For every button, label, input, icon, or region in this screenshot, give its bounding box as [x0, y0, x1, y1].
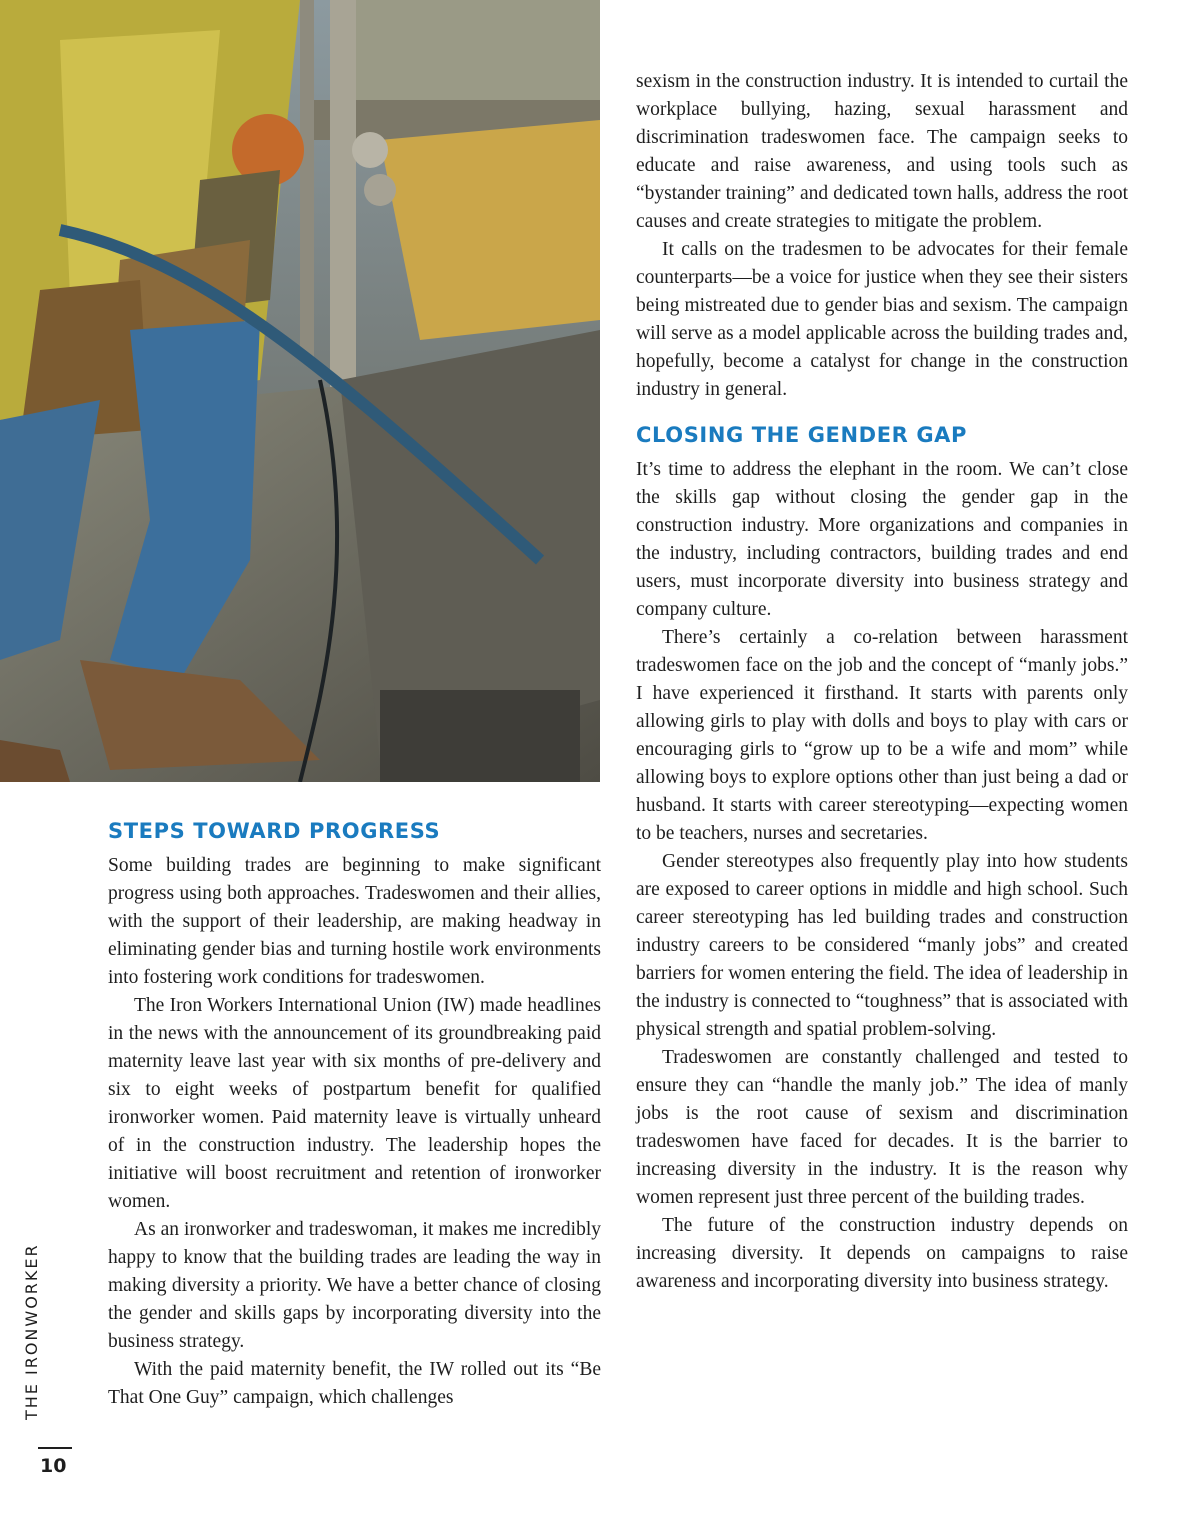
- page-number: 10: [40, 1455, 67, 1477]
- paragraph: With the paid maternity benefit, the IW rolled out its “Be That One Guy” campaign, which challenges: [108, 1359, 601, 1408]
- closing-gender-gap-section: [636, 420, 1128, 1296]
- magazine-title: THE IRONWORKER: [22, 1243, 41, 1420]
- section-heading: CLOSING THE GENDER GAP: [636, 423, 968, 447]
- paragraph: Tradeswomen are constantly challenged and tested to ensure they can “handle the manly job.” The idea of manly jobs is the root cause of sexism and discrimination tradeswomen have faced for decades. It is the barrier to increasing diversity in the industry. It is the reason why women represent just three percent of the building trades.: [636, 1047, 1128, 1208]
- ironworker-photo: [0, 0, 600, 782]
- right-column: [636, 68, 1128, 1296]
- paragraph: Gender stereotypes also frequently play into how students are exposed to career options in middle and high school. Such career stereotyping has led building trades and construction industry careers to be considered “manly jobs” and created barriers for women entering the field. The idea of leadership in the industry is connected to “toughness” that is associated with physical strength and spatial problem-solving.: [636, 851, 1128, 1040]
- paragraph: sexism in the construction industry. It is intended to curtail the workplace bullying, hazing, sexual harassment and discrimination tradeswomen face. The campaign seeks to educate and raise awareness, and using tools such as “bystander training” and dedicated town halls, address the root causes and create strategies to mitigate the problem.: [636, 71, 1128, 232]
- paragraph: Some building trades are beginning to make significant progress using both approaches. Tradeswomen and their allies, with the support of their leadership, are making headway in eliminating gender bias and turning hostile work environments into fostering work conditions for tradeswomen.: [108, 855, 601, 988]
- steps-toward-progress-section: [108, 816, 601, 1412]
- folio-divider: [38, 1447, 72, 1449]
- photo-illustration: [0, 0, 600, 782]
- paragraph: The Iron Workers International Union (IW) made headlines in the news with the announcement of its groundbreaking paid maternity leave last year with six months of pre-delivery and six to eight weeks of postpartum benefit for qualified ironworker women. Paid maternity leave is virtually unheard of in the construction industry. The leadership hopes the initiative will boost recruitment and retention of ironworker women.: [108, 995, 601, 1212]
- paragraph: It’s time to address the elephant in the room. We can’t close the skills gap without closing the gender gap in the construction industry. More organizations and companies in the industry, including contractors, building trades and end users, must incorporate diversity into business strategy and company culture.: [636, 459, 1128, 620]
- paragraph: The future of the construction industry depends on increasing diversity. It depends on campaigns to raise awareness and incorporating diversity into business strategy.: [636, 1215, 1128, 1292]
- paragraph: It calls on the tradesmen to be advocates for their female counterparts—be a voice for justice when they see their sisters being mistreated due to gender bias and sexism. The campaign will serve as a model applicable across the building trades and, hopefully, become a catalyst for change in the construction industry in general.: [636, 239, 1128, 400]
- section-heading: STEPS TOWARD PROGRESS: [108, 819, 441, 843]
- paragraph: There’s certainly a co-relation between harassment tradeswomen face on the job and the concept of “manly jobs.” I have experienced it firsthand. It starts with parents only allowing girls to play with dolls and boys to play with cars or encouraging girls to “grow up to be a wife and mom” while allowing boys to explore options other than just being a dad or husband. It starts with career stereotyping—expecting women to be teachers, nurses and secretaries.: [636, 627, 1128, 844]
- left-column: [108, 816, 601, 1412]
- intro-continued-section: [636, 68, 1128, 404]
- paragraph: As an ironworker and tradeswoman, it makes me incredibly happy to know that the building trades are leading the way in making diversity a priority. We have a better chance of closing the gender and skills gaps by incorporating diversity into the business strategy.: [108, 1219, 601, 1352]
